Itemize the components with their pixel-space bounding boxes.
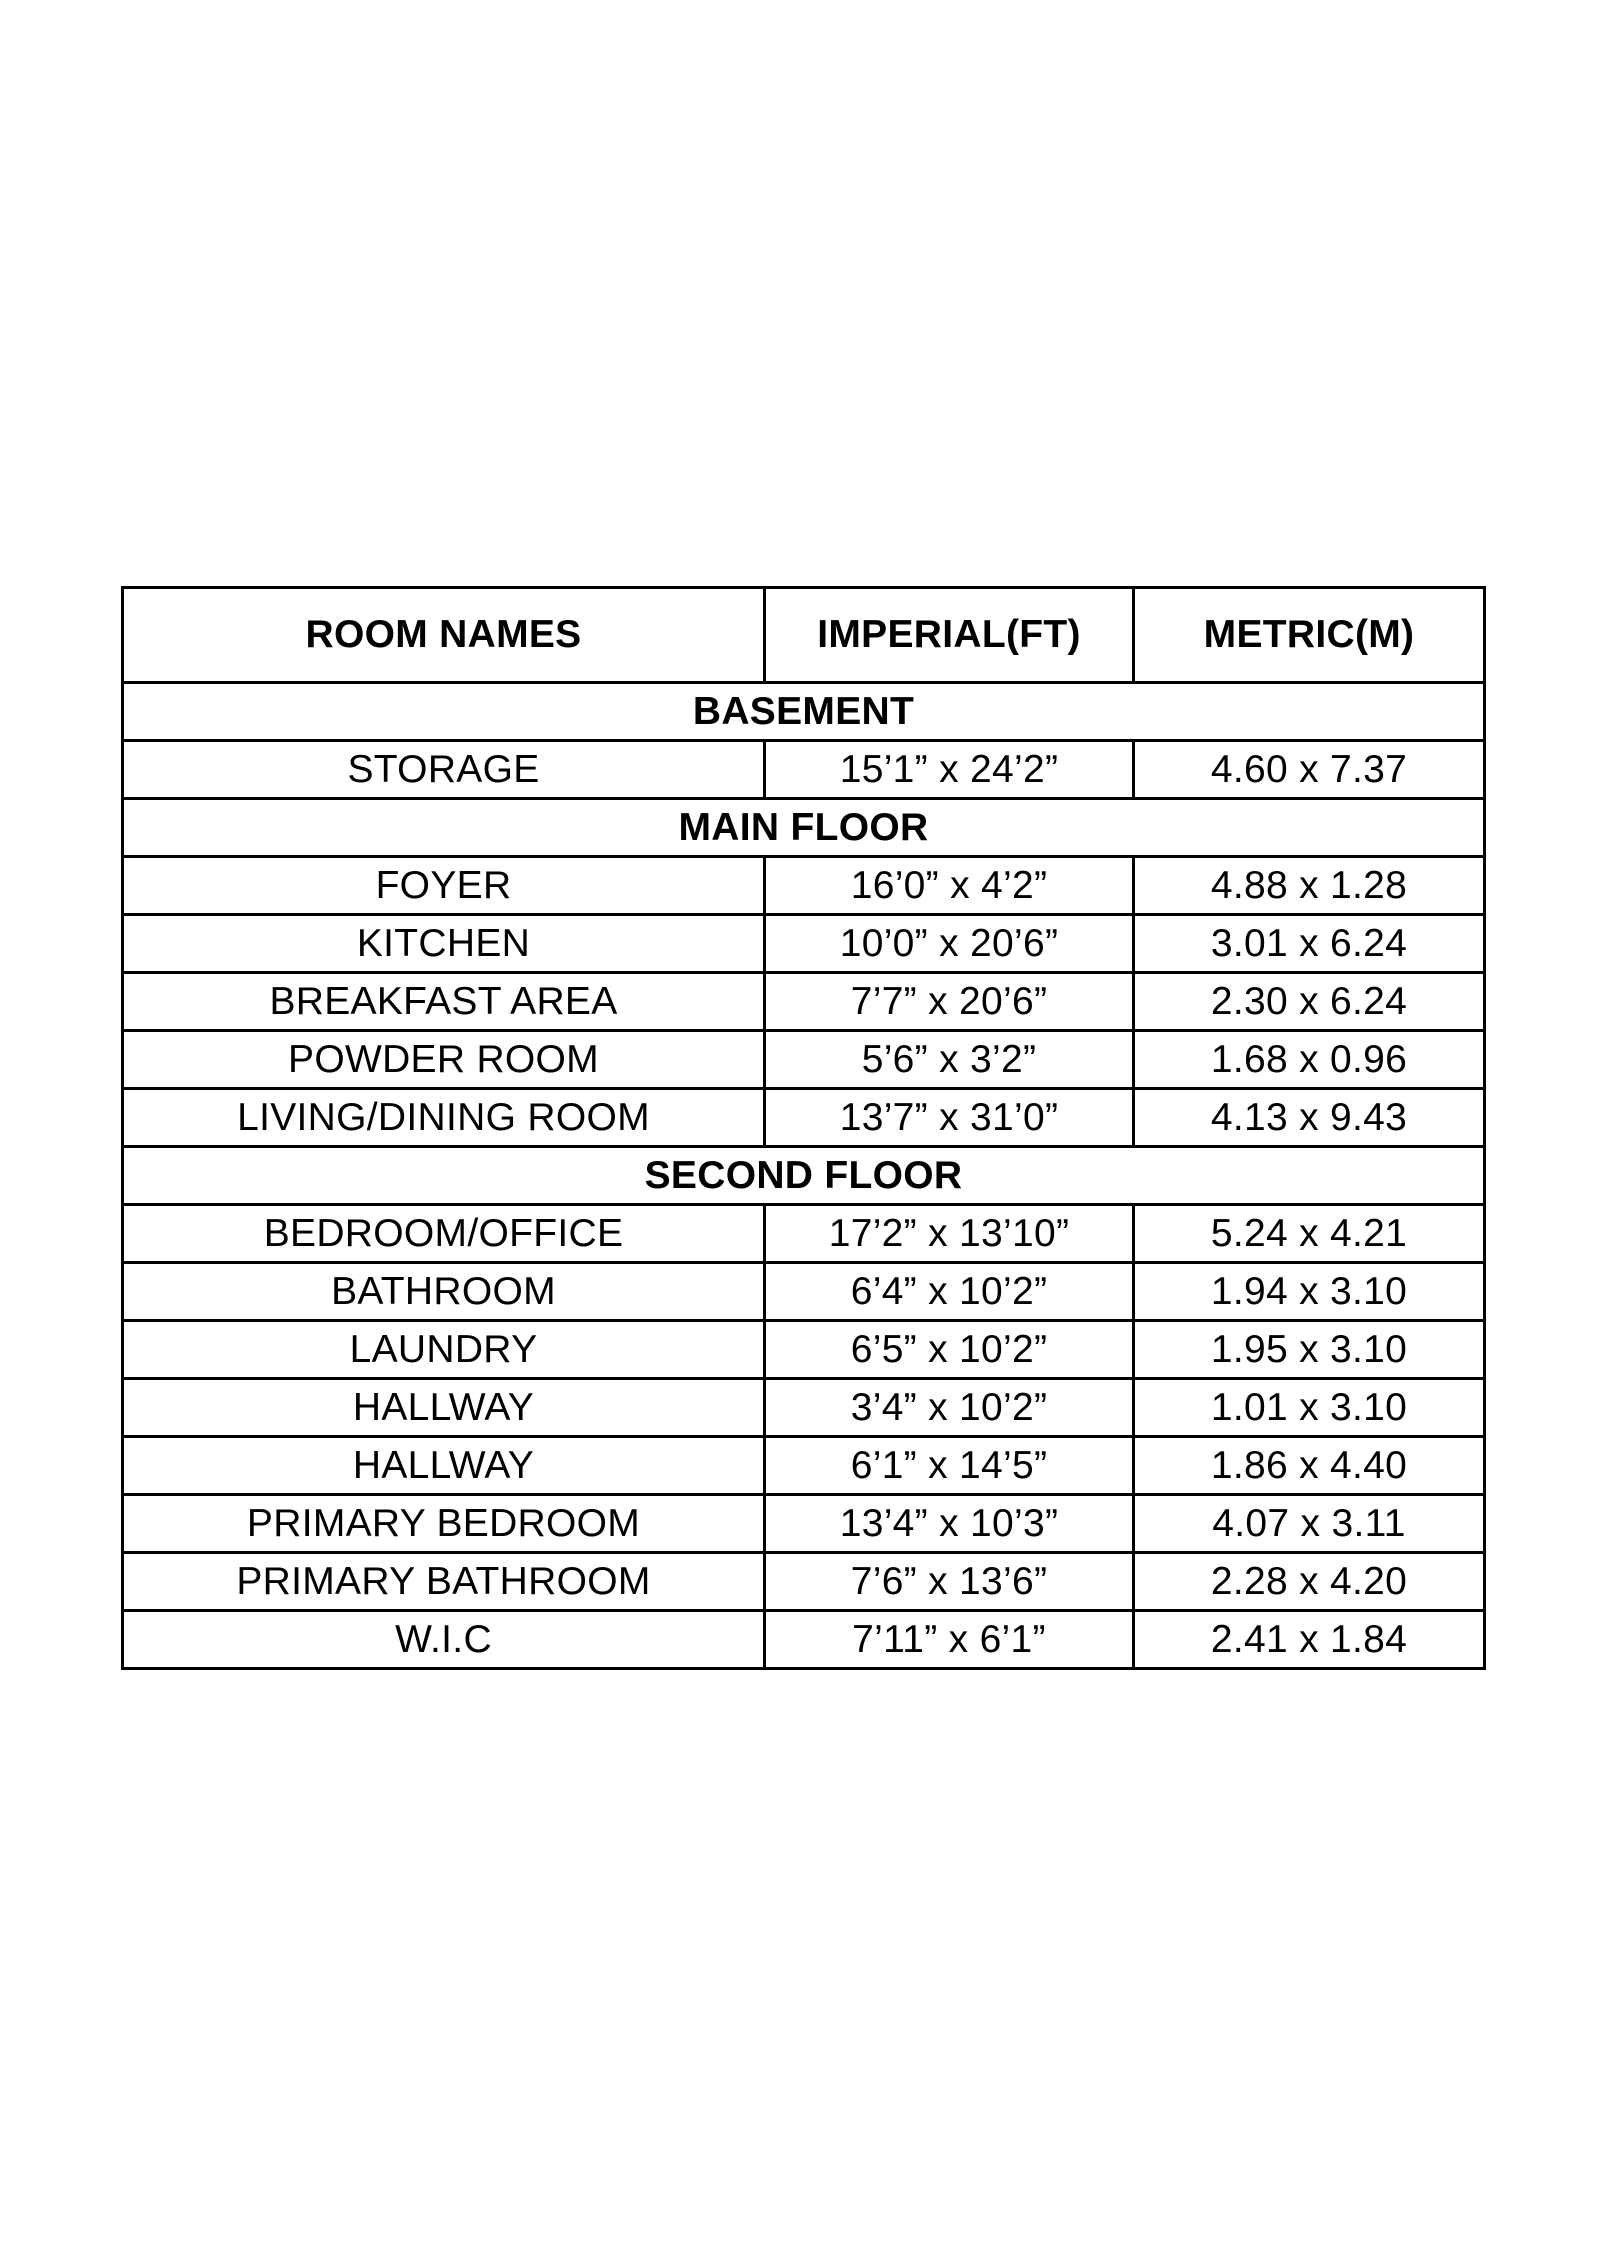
- room-dimensions-table: [121, 586, 1486, 1670]
- imperial-dimension: 3’4” x 10’2”: [765, 1379, 1134, 1437]
- imperial-dimension: 17’2” x 13’10”: [765, 1205, 1134, 1263]
- imperial-dimension: 5’6” x 3’2”: [765, 1031, 1134, 1089]
- room-name: HALLWAY: [123, 1437, 765, 1495]
- imperial-dimension: 6’5” x 10’2”: [765, 1321, 1134, 1379]
- metric-dimension: 1.01 x 3.10: [1134, 1379, 1485, 1437]
- table-row: [123, 1263, 1485, 1321]
- room-name: BREAKFAST AREA: [123, 973, 765, 1031]
- table-row: [123, 1379, 1485, 1437]
- metric-dimension: 5.24 x 4.21: [1134, 1205, 1485, 1263]
- imperial-dimension: 6’1” x 14’5”: [765, 1437, 1134, 1495]
- metric-dimension: 3.01 x 6.24: [1134, 915, 1485, 973]
- table-row: [123, 1089, 1485, 1147]
- metric-dimension: 4.13 x 9.43: [1134, 1089, 1485, 1147]
- header-room-names: ROOM NAMES: [123, 588, 765, 683]
- room-name: BEDROOM/OFFICE: [123, 1205, 765, 1263]
- section-row-second-floor: [123, 1147, 1485, 1205]
- metric-dimension: 2.30 x 6.24: [1134, 973, 1485, 1031]
- imperial-dimension: 16’0” x 4’2”: [765, 857, 1134, 915]
- room-name: HALLWAY: [123, 1379, 765, 1437]
- table-row: [123, 1611, 1485, 1669]
- room-name: PRIMARY BEDROOM: [123, 1495, 765, 1553]
- metric-dimension: 2.28 x 4.20: [1134, 1553, 1485, 1611]
- header-imperial: IMPERIAL(FT): [765, 588, 1134, 683]
- table-row: [123, 1437, 1485, 1495]
- metric-dimension: 1.68 x 0.96: [1134, 1031, 1485, 1089]
- metric-dimension: 4.88 x 1.28: [1134, 857, 1485, 915]
- room-name: POWDER ROOM: [123, 1031, 765, 1089]
- imperial-dimension: 15’1” x 24’2”: [765, 741, 1134, 799]
- section-row-main-floor: [123, 799, 1485, 857]
- metric-dimension: 4.60 x 7.37: [1134, 741, 1485, 799]
- room-name: STORAGE: [123, 741, 765, 799]
- table-row: [123, 857, 1485, 915]
- metric-dimension: 1.94 x 3.10: [1134, 1263, 1485, 1321]
- imperial-dimension: 7’6” x 13’6”: [765, 1553, 1134, 1611]
- section-title: BASEMENT: [123, 683, 1485, 741]
- table-header-row: [123, 588, 1485, 683]
- table-row: [123, 1495, 1485, 1553]
- room-name: LAUNDRY: [123, 1321, 765, 1379]
- room-name: PRIMARY BATHROOM: [123, 1553, 765, 1611]
- table-row: [123, 973, 1485, 1031]
- table-row: [123, 1031, 1485, 1089]
- imperial-dimension: 13’4” x 10’3”: [765, 1495, 1134, 1553]
- section-title: MAIN FLOOR: [123, 799, 1485, 857]
- metric-dimension: 1.86 x 4.40: [1134, 1437, 1485, 1495]
- header-metric: METRIC(M): [1134, 588, 1485, 683]
- room-name: FOYER: [123, 857, 765, 915]
- table-row: [123, 741, 1485, 799]
- imperial-dimension: 10’0” x 20’6”: [765, 915, 1134, 973]
- metric-dimension: 2.41 x 1.84: [1134, 1611, 1485, 1669]
- table-row: [123, 1205, 1485, 1263]
- table-row: [123, 1553, 1485, 1611]
- imperial-dimension: 13’7” x 31’0”: [765, 1089, 1134, 1147]
- section-row-basement: [123, 683, 1485, 741]
- section-title: SECOND FLOOR: [123, 1147, 1485, 1205]
- metric-dimension: 1.95 x 3.10: [1134, 1321, 1485, 1379]
- table-row: [123, 1321, 1485, 1379]
- imperial-dimension: 7’11” x 6’1”: [765, 1611, 1134, 1669]
- room-name: BATHROOM: [123, 1263, 765, 1321]
- imperial-dimension: 7’7” x 20’6”: [765, 973, 1134, 1031]
- table-row: [123, 915, 1485, 973]
- room-name: KITCHEN: [123, 915, 765, 973]
- room-name: W.I.C: [123, 1611, 765, 1669]
- imperial-dimension: 6’4” x 10’2”: [765, 1263, 1134, 1321]
- metric-dimension: 4.07 x 3.11: [1134, 1495, 1485, 1553]
- room-name: LIVING/DINING ROOM: [123, 1089, 765, 1147]
